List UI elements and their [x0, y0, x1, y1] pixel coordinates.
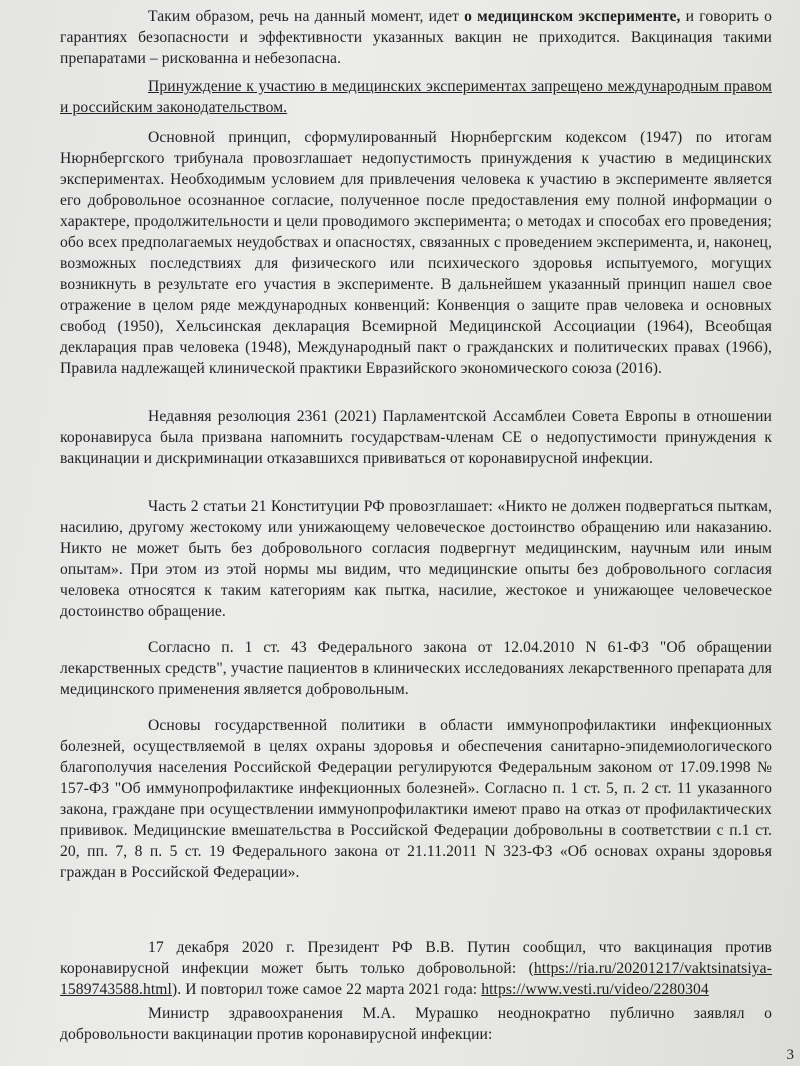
paragraph-intro: [60, 6, 772, 69]
paragraph-constitution: [60, 496, 772, 622]
paragraph-murashko: [60, 1003, 772, 1045]
paragraph-immunoprophylaxis: [60, 715, 772, 883]
intro-text-before: Таким образом, речь на данный момент, идет: [148, 8, 465, 25]
law61-text: Согласно п. 1 ст. 43 Федерального закона от 12.04.2010 N 61-ФЗ "Об обращении лекарственных средств", участие пациентов в клинических исследованиях лекарственного препарата для медицинского применения является добровольным.: [60, 639, 772, 698]
intro-emphasis: о медицинском эксперименте,: [464, 8, 681, 25]
paragraph-law-61: [60, 637, 772, 700]
heading-underlined: Принуждение к участию в медицинских экспериментах запрещено международным правом и российским законодательством.: [60, 78, 772, 116]
vesti-link[interactable]: https://www.vesti.ru/video/2280304: [481, 981, 709, 998]
murashko-text: Министр здравоохранения М.А. Мурашко неоднократно публично заявлял о добровольности вакцинации против коронавирусной инфекции:: [60, 1005, 772, 1043]
section-heading: [60, 76, 772, 118]
paragraph-putin: [60, 937, 772, 1000]
paragraph-resolution: [60, 406, 772, 469]
intro-text-after: и говорить о гарантиях безопасности и эффективности указанных вакцин не приходится. Вакцинация такими препаратами – рискованна и небезопасна.: [60, 8, 772, 67]
putin-text-middle: ). И повторил тоже самое 22 марта 2021 года:: [171, 981, 482, 998]
paragraph-nuremberg: [60, 127, 772, 379]
ria-link[interactable]: https://ria.ru/20201217/vaktsinatsiya-1589743588.html: [60, 960, 772, 998]
resolution-text: Недавняя резолюция 2361 (2021) Парламентской Ассамблеи Совета Европы в отношении коронавируса была призвана напомнить государствам-членам СЕ о недопустимости принуждения к вакцинации и дискриминации отказавшихся прививаться от коронавирусной инфекции.: [60, 408, 772, 467]
nuremberg-text: Основной принцип, сформулированный Нюрнбергским кодексом (1947) по итогам Нюрнбергского трибунала провозглашает недопустимость принуждения к участию в медицинских экспериментах. Необходимым условием для привлечения человека к участию в эксперименте является его добровольное осознанное согласие, полученное после предоставления ему полной информации о характере, продолжительности и цели проводимого эксперимента; о методах и способах его проведения; обо всех предполагаемых неудобствах и опасностях, связанных с проведением эксперимента, и, наконец, возможных последствиях для физического или психического здоровья испытуемого, могущих возникнуть в результате его участия в эксперименте. В дальнейшем указанный принцип нашел свое отражение в целом ряде международных конвенций: Конвенция о защите прав человека и основных свобод (1950), Хельсинская декларация Всемирной Медицинской Ассоциации (1964), Всеобщая декларация прав человека (1948), Международный пакт о гражданских и политических правах (1966), Правила надлежащей клинической практики Евразийского экономического союза (2016).: [60, 129, 772, 377]
constitution-text: Часть 2 статьи 21 Конституции РФ провозглашает: «Никто не должен подвергаться пыткам, насилию, другому жестокому или унижающему человеческое достоинство обращению или наказанию. Никто не может быть без добровольного согласия подвергнут медицинским, научным или иным опытам». При этом из этой нормы мы видим, что медицинские опыты без добровольного согласия человека относятся к таким категориям как пытка, насилие, жестокое и унижающее человеческое достоинство обращение.: [60, 498, 772, 620]
page-number: 3: [786, 1047, 794, 1063]
immuno-text: Основы государственной политики в области иммунопрофилактики инфекционных болезней, осуществляемой в целях охраны здоровья и обеспечения санитарно-эпидемиологического благополучия населения Российской Федерации регулируются Федеральным законом от 17.09.1998 № 157-ФЗ "Об иммунопрофилактике инфекционных болезней». Согласно п. 1 ст. 5, п. 2 ст. 11 указанного закона, граждане при осуществлении иммунопрофилактики имеют право на отказ от профилактических прививок. Медицинские вмешательства в Российской Федерации добровольны в соответствии с п.1 ст. 20, пп. 7, 8 п. 5 ст. 19 Федерального закона от 21.11.2011 N 323-ФЗ «Об основах охраны здоровья граждан в Российской Федерации».: [60, 717, 772, 881]
putin-text-before: 17 декабря 2020 г. Президент РФ В.В. Путин сообщил, что вакцинация против коронавирусной инфекции может быть только добровольной: (: [60, 939, 772, 977]
